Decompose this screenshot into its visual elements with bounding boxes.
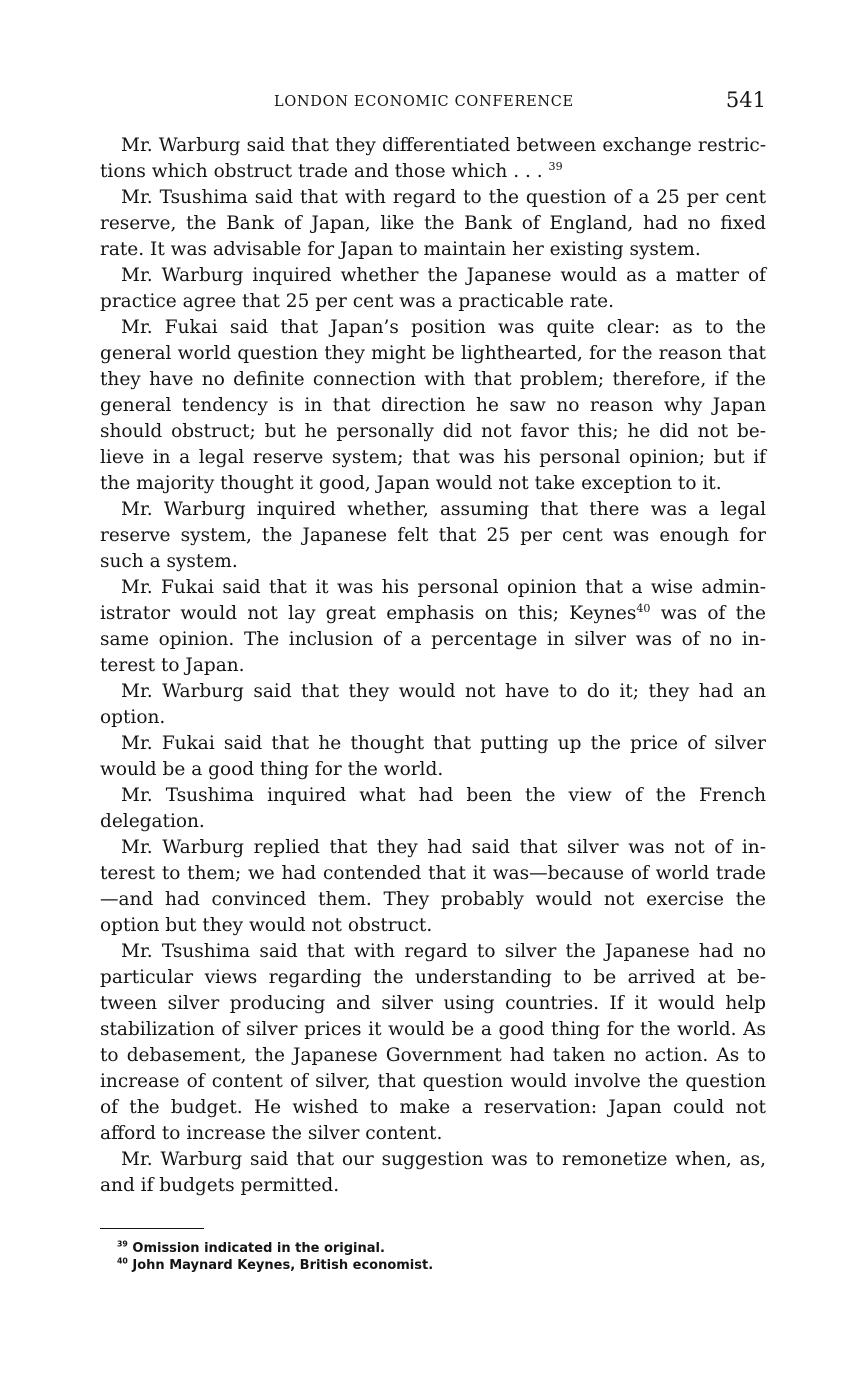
paragraph-10: Mr. Warburg replied that they had said that silver was not of interest to them; we had contended that it was—because of world trade—and had convinced them. They probably would not exercise the option but they would not obstruct. — [100, 837, 766, 936]
footnote-ref-39: 39 — [548, 159, 563, 173]
paragraph-text: was of the same opinion. The inclusion of a percentage in silver was of no interest to Japan. — [100, 603, 766, 676]
body-text — [100, 133, 766, 1199]
footnote-text: John Maynard Keynes, British economist. — [132, 1258, 434, 1273]
paragraph-1 — [100, 133, 766, 185]
paragraph-text: Mr. Fukai said that it was his personal opinion that a wise administrator would not lay great emphasis on this; Keynes — [100, 577, 766, 624]
footnote-text: Omission indicated in the original. — [132, 1241, 385, 1256]
footnote-40 — [100, 1257, 766, 1274]
footnotes — [100, 1240, 766, 1274]
footnote-number: 40 — [117, 1256, 128, 1266]
running-title: LONDON ECONOMIC CONFERENCE — [274, 94, 574, 110]
paragraph-text: Mr. Warburg said that they differentiated between exchange restrictions which obstruct trade and those which . . . — [100, 135, 766, 182]
paragraph-6 — [100, 575, 766, 679]
paragraph-3: Mr. Warburg inquired whether the Japanese would as a matter of practice agree that 25 per cent was a practicable rate. — [100, 265, 766, 312]
paragraph-8: Mr. Fukai said that he thought that putting up the price of silver would be a good thing for the world. — [100, 733, 766, 780]
footnote-39 — [100, 1240, 766, 1257]
footnote-ref-40: 40 — [636, 601, 651, 615]
paragraph-2: Mr. Tsushima said that with regard to the question of a 25 per cent reserve, the Bank of Japan, like the Bank of England, had no fixed rate. It was advisable for Japan to maintain her existing system. — [100, 187, 766, 260]
paragraph-12: Mr. Warburg said that our suggestion was to remonetize when, as, and if budgets permitted. — [100, 1149, 766, 1196]
paragraph-5: Mr. Warburg inquired whether, assuming that there was a legal reserve system, the Japanese felt that 25 per cent was enough for such a system. — [100, 499, 766, 572]
paragraph-11: Mr. Tsushima said that with regard to silver the Japanese had no particular views regarding the understanding to be arrived at between silver producing and silver using countries. If it would help stabilization of silver prices it would be a good thing for the world. As to debasement, the Japanese Government had taken no action. As to increase of content of silver, that question would involve the question of the budget. He wished to make a reservation: Japan could not afford to increase the silver content. — [100, 941, 766, 1144]
paragraph-7: Mr. Warburg said that they would not have to do it; they had an option. — [100, 681, 766, 728]
footnote-divider — [100, 1228, 204, 1229]
page-number: 541 — [725, 88, 766, 112]
paragraph-4: Mr. Fukai said that Japan’s position was quite clear: as to the general world question they might be lighthearted, for the reason that they have no definite connection with that problem; therefore, if the general tendency is in that direction he saw no reason why Japan should obstruct; but he personally did not favor this; he did not believe in a legal reserve system; that was his personal opinion; but if the majority thought it good, Japan would not take exception to it. — [100, 317, 766, 494]
running-head — [100, 90, 766, 116]
paragraph-9: Mr. Tsushima inquired what had been the view of the French delegation. — [100, 785, 766, 832]
footnote-number: 39 — [117, 1239, 128, 1249]
